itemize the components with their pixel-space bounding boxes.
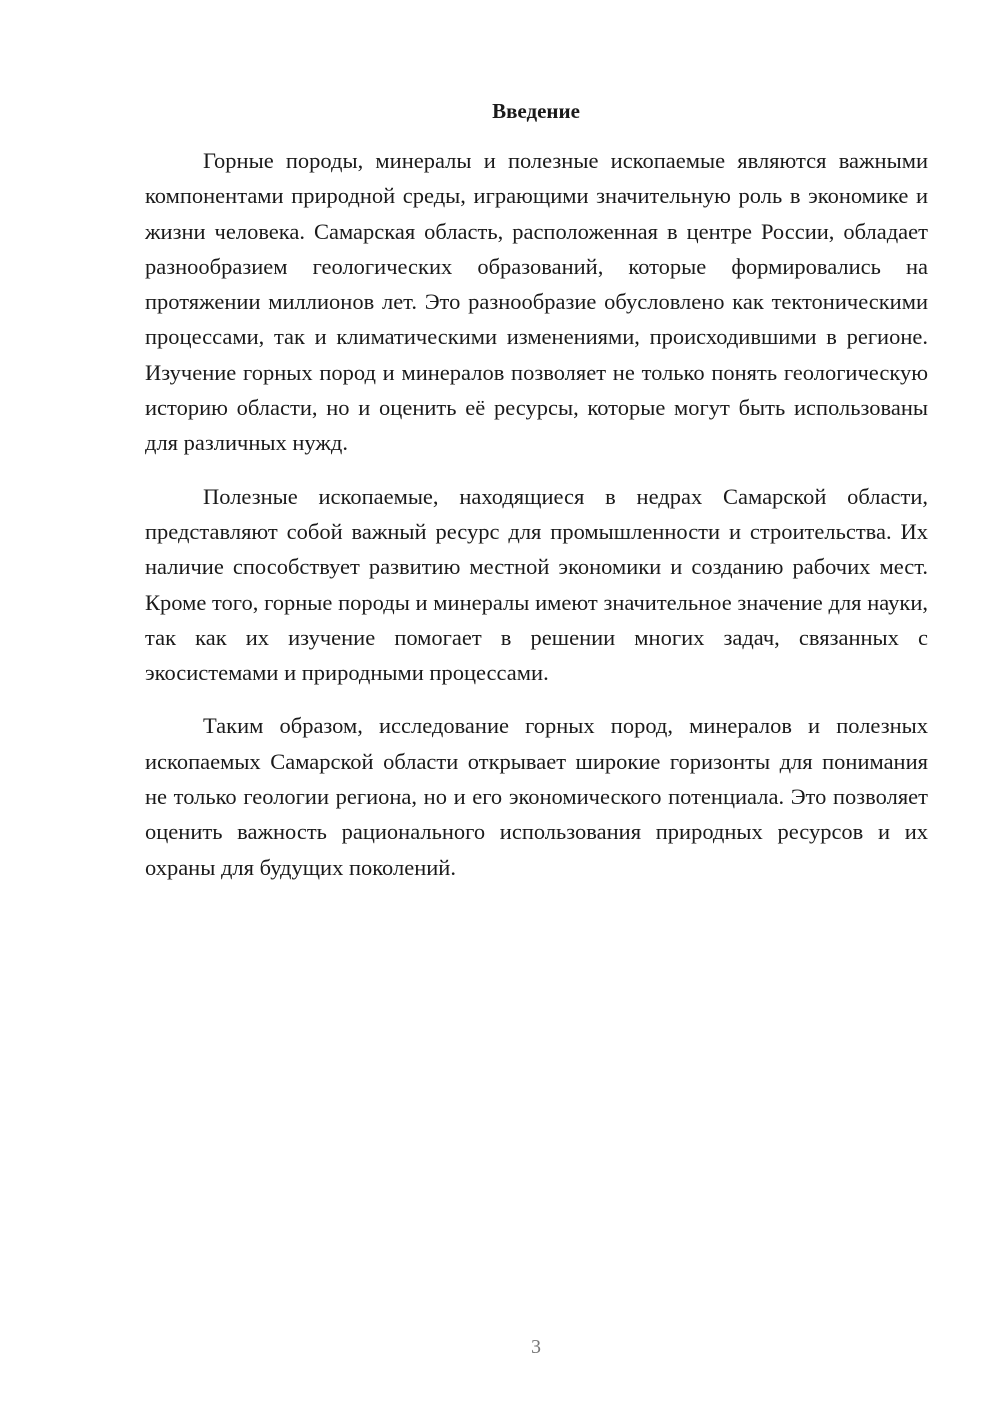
paragraph-3: Таким образом, исследование горных пород, минералов и полезных ископаемых Самарской области открывает широкие горизонты для понимания не только геологии региона, но и его экономического потенциала. Это позволяет оценить важность рационального использования природных ресурсов и их охраны для будущих поколений. (145, 713, 928, 880)
page-number: 3 (531, 1336, 541, 1358)
paragraph-1: Горные породы, минералы и полезные ископаемые являются важными компонентами природной среды, играющими значительную роль в экономике и жизни человека. Самарская область, расположенная в центре России, обладает разнообразием геологических образований, которые формировались на протяжении миллионов лет. Это разнообразие обусловлено как тектоническими процессами, так и климатическими изменениями, происходившими в регионе. Изучение горных пород и минералов позволяет не только понять геологическую историю области, но и оценить её ресурсы, которые могут быть использованы для различных нужд. (145, 148, 928, 456)
document-body (145, 143, 928, 885)
page-title: Введение (492, 99, 580, 123)
paragraph-2: Полезные ископаемые, находящиеся в недрах Самарской области, представляют собой важный ресурс для промышленности и строительства. Их наличие способствует развитию местной экономики и созданию рабочих мест. Кроме того, горные породы и минералы имеют значительное значение для науки, так как их изучение помогает в решении многих задач, связанных с экосистемами и природными процессами. (145, 483, 928, 686)
